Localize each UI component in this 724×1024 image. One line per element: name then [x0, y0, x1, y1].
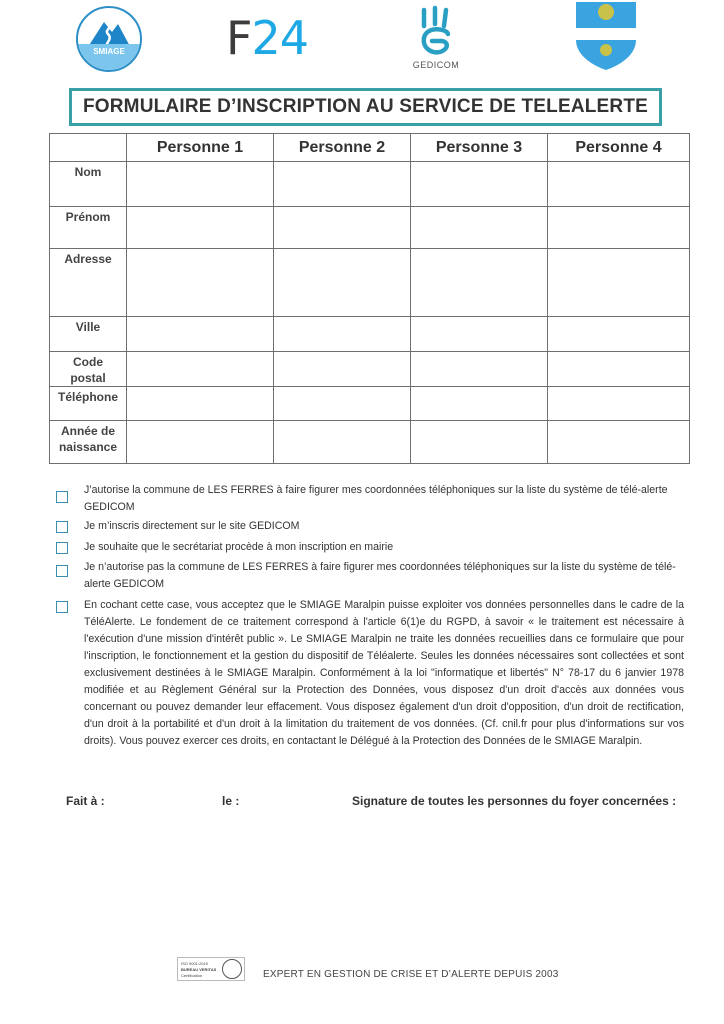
header-personne-3: Personne 3 — [411, 134, 548, 162]
annee-personne-3[interactable] — [411, 421, 548, 464]
checkbox-autorise[interactable] — [56, 491, 68, 503]
header-personne-2: Personne 2 — [274, 134, 411, 162]
bureau-veritas-cert: ISO 9001:2015 BUREAU VERITAS Certification — [177, 957, 245, 981]
annee-personne-4[interactable] — [548, 421, 690, 464]
row-label-annee-naissance: Année de naissance — [50, 421, 127, 464]
row-label-adresse: Adresse — [50, 249, 127, 317]
ville-personne-2[interactable] — [274, 317, 411, 352]
nom-personne-2[interactable] — [274, 162, 411, 207]
table-row-code-postal — [50, 352, 690, 387]
checkbox-inscription-mairie[interactable] — [56, 542, 68, 554]
adresse-personne-3[interactable] — [411, 249, 548, 317]
form-title-box — [69, 88, 662, 126]
adresse-personne-4[interactable] — [548, 249, 690, 317]
nom-personne-3[interactable] — [411, 162, 548, 207]
person-info-table — [49, 133, 690, 464]
fait-a-label: Fait à : — [66, 794, 105, 808]
crest-logo — [574, 0, 638, 70]
checkbox-rgpd-consent-label: En cochant cette case, vous acceptez que le SMIAGE Maralpin puisse exploiter vos données personnelles dans le cadre de la TéléAlerte. Le fondement de ce traitement correspond à l'article 6(1)e du RGPD, à savoir « le traitement est nécessaire à l'exécution d'une mission d'intérêt public ». Le SMIAGE Maralpin ne traite les données recueillies dans ce formulaire que pour l'inscription, le fonctionnement et la gestion du dispositif de Téléalerte. Seules les données nécessaires sont collectées et sont exclusivement destinées à le SMIAGE Maralpin. Conformément à la loi "informatique et libertés" N° 78-17 du 6 janvier 1978 modifiée et au Règlement Général sur la Protection des Données, vous disposez d'un droit d'accès aux données vous concernant ou pouvez demander leur effacement. Vous disposez également d'un droit d'opposition, d'un droit de rectification, d'un droit à la portabilité et d'un droit à la limitation du traitement de vos données. (Cf. cnil.fr pour plus d'informations sur vos droits). Vous pouvez exercer ces droits, en contactant le Délégué à la Protection des Données de le SMIAGE Maralpin. — [84, 599, 684, 747]
code-postal-personne-2[interactable] — [274, 352, 411, 387]
footer-tagline: EXPERT EN GESTION DE CRISE ET D’ALERTE DEPUIS 2003 — [263, 969, 559, 980]
code-postal-personne-1[interactable] — [127, 352, 274, 387]
signature-label: Signature de toutes les personnes du foyer concernées : — [352, 794, 677, 808]
table-row-adresse — [50, 249, 690, 317]
adresse-personne-2[interactable] — [274, 249, 411, 317]
ville-personne-3[interactable] — [411, 317, 548, 352]
header-personne-4: Personne 4 — [548, 134, 690, 162]
row-label-code-postal: Code postal — [50, 352, 127, 387]
row-label-prenom: Prénom — [50, 207, 127, 249]
table-row-nom — [50, 162, 690, 207]
checkbox-rgpd-consent[interactable] — [56, 601, 68, 613]
table-header-row — [50, 134, 690, 162]
checkbox-inscription-mairie-label: Je souhaite que le secrétariat procède à mon inscription en mairie — [84, 541, 394, 553]
table-row-ville — [50, 317, 690, 352]
hand-g-icon — [402, 4, 470, 60]
gedicom-logo — [402, 4, 470, 76]
annee-personne-1[interactable] — [127, 421, 274, 464]
code-postal-personne-4[interactable] — [548, 352, 690, 387]
code-postal-personne-3[interactable] — [411, 352, 548, 387]
smiage-label: SMIAGE — [93, 47, 125, 56]
table-row-annee-naissance — [50, 421, 690, 464]
table-row-prenom — [50, 207, 690, 249]
ville-personne-1[interactable] — [127, 317, 274, 352]
date-label: le : — [222, 794, 240, 808]
table-row-telephone — [50, 387, 690, 421]
certification-seal-icon — [222, 959, 242, 979]
telephone-personne-3[interactable] — [411, 387, 548, 421]
row-label-telephone: Téléphone — [50, 387, 127, 421]
adresse-personne-1[interactable] — [127, 249, 274, 317]
prenom-personne-2[interactable] — [274, 207, 411, 249]
form-title: FORMULAIRE D’INSCRIPTION AU SERVICE DE TELEALERTE — [82, 96, 649, 117]
telephone-personne-2[interactable] — [274, 387, 411, 421]
coat-of-arms-icon — [574, 0, 638, 70]
gedicom-label: GEDICOM — [412, 60, 460, 70]
nom-personne-1[interactable] — [127, 162, 274, 207]
ville-personne-4[interactable] — [548, 317, 690, 352]
prenom-personne-4[interactable] — [548, 207, 690, 249]
nom-personne-4[interactable] — [548, 162, 690, 207]
telephone-personne-1[interactable] — [127, 387, 274, 421]
checkbox-inscription-directe[interactable] — [56, 521, 68, 533]
row-label-ville: Ville — [50, 317, 127, 352]
f24-logo: F24 — [226, 11, 309, 65]
row-label-nom: Nom — [50, 162, 127, 207]
telephone-personne-4[interactable] — [548, 387, 690, 421]
checkbox-n-autorise-pas[interactable] — [56, 565, 68, 577]
checkbox-n-autorise-pas-label: Je n’autorise pas la commune de LES FERRES à faire figurer mes coordonnées téléphoniques sur la liste du système de télé-alerte GEDICOM — [84, 561, 676, 590]
header-empty — [50, 134, 127, 162]
smiage-logo — [76, 6, 142, 72]
checkbox-inscription-directe-label: Je m’inscris directement sur le site GEDICOM — [84, 520, 300, 532]
annee-personne-2[interactable] — [274, 421, 411, 464]
checkbox-autorise-label: J’autorise la commune de LES FERRES à faire figurer mes coordonnées téléphoniques sur la liste du système de télé-alerte GEDICOM — [84, 484, 668, 513]
header-personne-1: Personne 1 — [127, 134, 274, 162]
prenom-personne-3[interactable] — [411, 207, 548, 249]
prenom-personne-1[interactable] — [127, 207, 274, 249]
